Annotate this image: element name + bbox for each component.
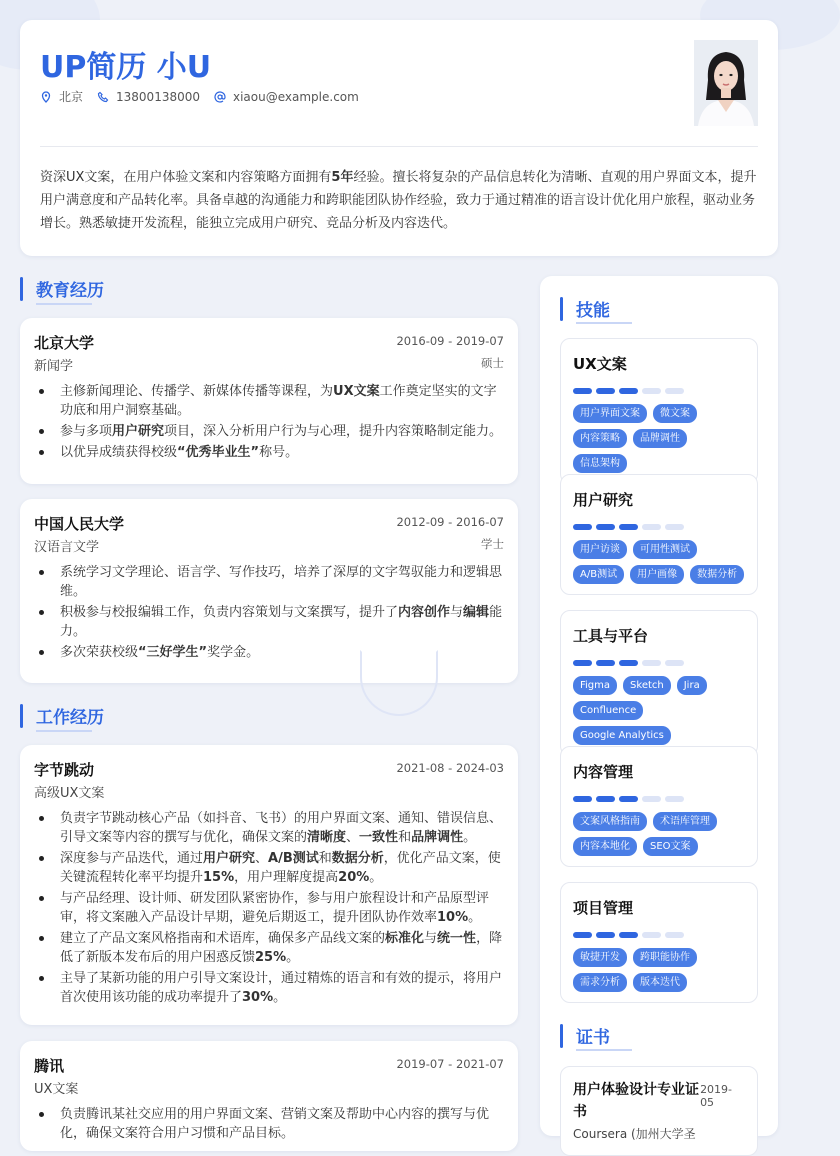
skill-level [573,388,745,394]
skill-level [573,660,745,666]
contact-text: xiaou@example.com [233,89,359,104]
list-item: 系统学习文学理论、语言学、写作技巧，培养了深厚的文字驾驭能力和逻辑思维。 [34,563,504,601]
skill-level-dot [596,932,615,938]
skill-tag: 内容本地化 [573,837,637,856]
skill-level-dot [596,660,615,666]
sidebar-panel [540,276,778,1141]
skills-section-title [560,296,610,321]
list-item: 多次荣获校级“三好学生”奖学金。 [34,643,504,662]
section-heading: 教育经历 [36,281,104,301]
entry-date: 2012-09 - 2016-07 [396,515,504,529]
skill-level-dot [619,932,638,938]
skill-tag: A/B测试 [573,565,624,584]
skill-tag: SEO文案 [643,837,698,856]
skill-tag: Confluence [573,701,643,720]
section-underline [36,730,92,732]
list-item: 深度参与产品迭代，通过用户研究、A/B测试和数据分析，优化产品文案，使关键流程转化率平均提升15%，用户理解度提高20%。 [34,849,504,887]
skill-card [560,882,758,1003]
skill-level-dot [619,388,638,394]
company-name: 字节跳动 [34,761,95,779]
school-name: 北京大学 [34,334,95,352]
skill-tag: Jira [677,676,707,695]
skill-level-dot [642,932,661,938]
bullet-list [34,563,504,662]
skill-card [560,338,758,484]
profile-photo [694,40,758,126]
header-divider [40,146,758,147]
certificate-name: 用户体验设计专业证书 [573,1082,699,1120]
certificates-section-title [560,1023,610,1048]
skill-card [560,610,758,756]
list-item: 主修新闻理论、传播学、新媒体传播等课程，为UX文案工作奠定坚实的文字功底和用户洞察基础。 [34,382,504,420]
skill-card [560,474,758,595]
bullet-list [34,809,504,1007]
avatar [694,40,758,126]
entry-date: 2019-07 - 2021-07 [396,1057,504,1071]
job-role: 高级UX文案 [34,786,105,801]
contact-phone[interactable] [97,88,200,105]
certificate-issuer: Coursera (加州大学圣 [573,1127,696,1141]
work-section-title [20,703,104,728]
skill-tag: 可用性测试 [633,540,697,559]
section-bar [560,297,563,321]
education-entry [20,318,518,484]
skill-level-dot [596,388,615,394]
skill-level-dot [642,388,661,394]
degree: 硕士 [481,356,504,370]
skill-tag: 文案风格指南 [573,812,647,831]
skill-tag: 品牌调性 [633,429,687,448]
skill-name: 工具与平台 [573,627,649,645]
section-bar [20,704,23,728]
skill-tags [573,948,745,992]
skill-tag: 用户画像 [630,565,684,584]
work-entry [20,1041,518,1151]
skill-level-dot [619,796,638,802]
skill-tag: Figma [573,676,617,695]
skill-level-dot [642,796,661,802]
list-item: 与产品经理、设计师、研发团队紧密协作，参与用户旅程设计和产品原型评审，将文案融入产品设计早期，避免后期返工，提升团队协作效率10%。 [34,889,504,927]
entry-date: 2016-09 - 2019-07 [396,334,504,348]
skill-level-dot [573,796,592,802]
skill-tags [573,540,745,584]
skill-level-dot [665,660,684,666]
skill-level-dot [642,524,661,530]
list-item: 积极参与校报编辑工作，负责内容策划与文案撰写，提升了内容创作与编辑能力。 [34,603,504,641]
section-underline [36,303,92,305]
contact-list [40,88,359,105]
skill-level-dot [573,524,592,530]
location-icon [40,91,52,103]
skill-tag: 内容策略 [573,429,627,448]
section-bar [560,1024,563,1048]
section-underline [576,322,632,324]
certificate-card [560,1066,758,1156]
skill-tags [573,404,745,473]
list-item: 参与多项用户研究项目，深入分析用户行为与心理，提升内容策略制定能力。 [34,422,504,441]
skill-level-dot [619,524,638,530]
bullet-list [34,1105,504,1143]
skill-tag: 用户访谈 [573,540,627,559]
work-entry [20,745,518,1025]
skill-level-dot [642,660,661,666]
list-item: 负责腾讯某社交应用的用户界面文案、营销文案及帮助中心内容的撰写与优化，确保文案符合用户习惯和产品目标。 [34,1105,504,1143]
skill-tag: 微文案 [653,404,697,423]
contact-text: 北京 [59,90,84,104]
section-heading: 技能 [576,301,610,321]
email-icon [214,91,226,103]
skill-tag: Google Analytics [573,726,671,745]
skill-name: 内容管理 [573,763,634,781]
skill-name: 用户研究 [573,491,634,509]
bullet-list [34,382,504,462]
skill-level-dot [665,796,684,802]
contact-text: 13800138000 [116,89,200,104]
skill-tag: Sketch [623,676,671,695]
summary-text: 资深UX文案，在用户体验文案和内容策略方面拥有5年经验。擅长将复杂的产品信息转化为清晰、直观的用户界面文本，提升用户满意度和产品转化率。具备卓越的沟通能力和跨职能团队协作经验，致力于通过精准的语言设计优化用户旅程，驱动业务增长。熟悉敏捷开发流程，能独立完成用户研究、竞品分析及内容迭代。 [40,170,757,231]
header-card [20,20,778,256]
skill-tag: 跨职能协作 [633,948,697,967]
skill-tag: 敏捷开发 [573,948,627,967]
skill-level-dot [596,796,615,802]
skill-level-dot [619,660,638,666]
education-entry [20,499,518,683]
contact-email[interactable] [214,88,359,105]
list-item: 主导了某新功能的用户引导文案设计，通过精炼的语言和有效的提示，将用户首次使用该功能的成功率提升了30%。 [34,969,504,1007]
company-name: 腾讯 [34,1057,65,1075]
contact-location [40,88,83,105]
skill-name: 项目管理 [573,899,634,917]
section-bar [20,277,23,301]
skill-level-dot [573,660,592,666]
major: 汉语言文学 [34,540,100,555]
skill-level [573,524,745,530]
skill-level-dot [573,932,592,938]
phone-icon [97,91,109,103]
skill-level-dot [665,388,684,394]
entry-date: 2021-08 - 2024-03 [396,761,504,775]
job-role: UX文案 [34,1082,79,1097]
skill-card [560,746,758,867]
skill-level-dot [573,388,592,394]
skill-level-dot [665,524,684,530]
degree: 学士 [481,537,504,551]
school-name: 中国人民大学 [34,515,125,533]
major: 新闻学 [34,359,74,374]
resume-name: UP简历 小U [40,50,212,85]
skill-tag: 需求分析 [573,973,627,992]
section-heading: 工作经历 [36,708,104,728]
skill-level [573,932,745,938]
skill-level-dot [665,932,684,938]
skill-tag: 版本迭代 [633,973,687,992]
section-heading: 证书 [576,1028,610,1048]
skill-tags [573,676,745,745]
certificate-date: 2019-05 [700,1083,733,1109]
skill-tag: 数据分析 [690,565,744,584]
skill-level [573,796,745,802]
section-underline [576,1049,632,1051]
skill-tag: 信息架构 [573,454,627,473]
skill-tags [573,812,745,856]
list-item: 建立了产品文案风格指南和术语库，确保多产品线文案的标准化与统一性，降低了新版本发布后的用户困惑反馈25%。 [34,929,504,967]
education-section-title [20,276,104,301]
decorative-circle [360,650,438,716]
list-item: 负责字节跳动核心产品（如抖音、飞书）的用户界面文案、通知、错误信息、引导文案等内容的撰写与优化，确保文案的清晰度、一致性和品牌调性。 [34,809,504,847]
skill-tag: 术语库管理 [653,812,717,831]
skill-name: UX文案 [573,355,627,373]
skill-level-dot [596,524,615,530]
list-item: 以优异成绩获得校级“优秀毕业生”称号。 [34,443,504,462]
skill-tag: 用户界面文案 [573,404,647,423]
